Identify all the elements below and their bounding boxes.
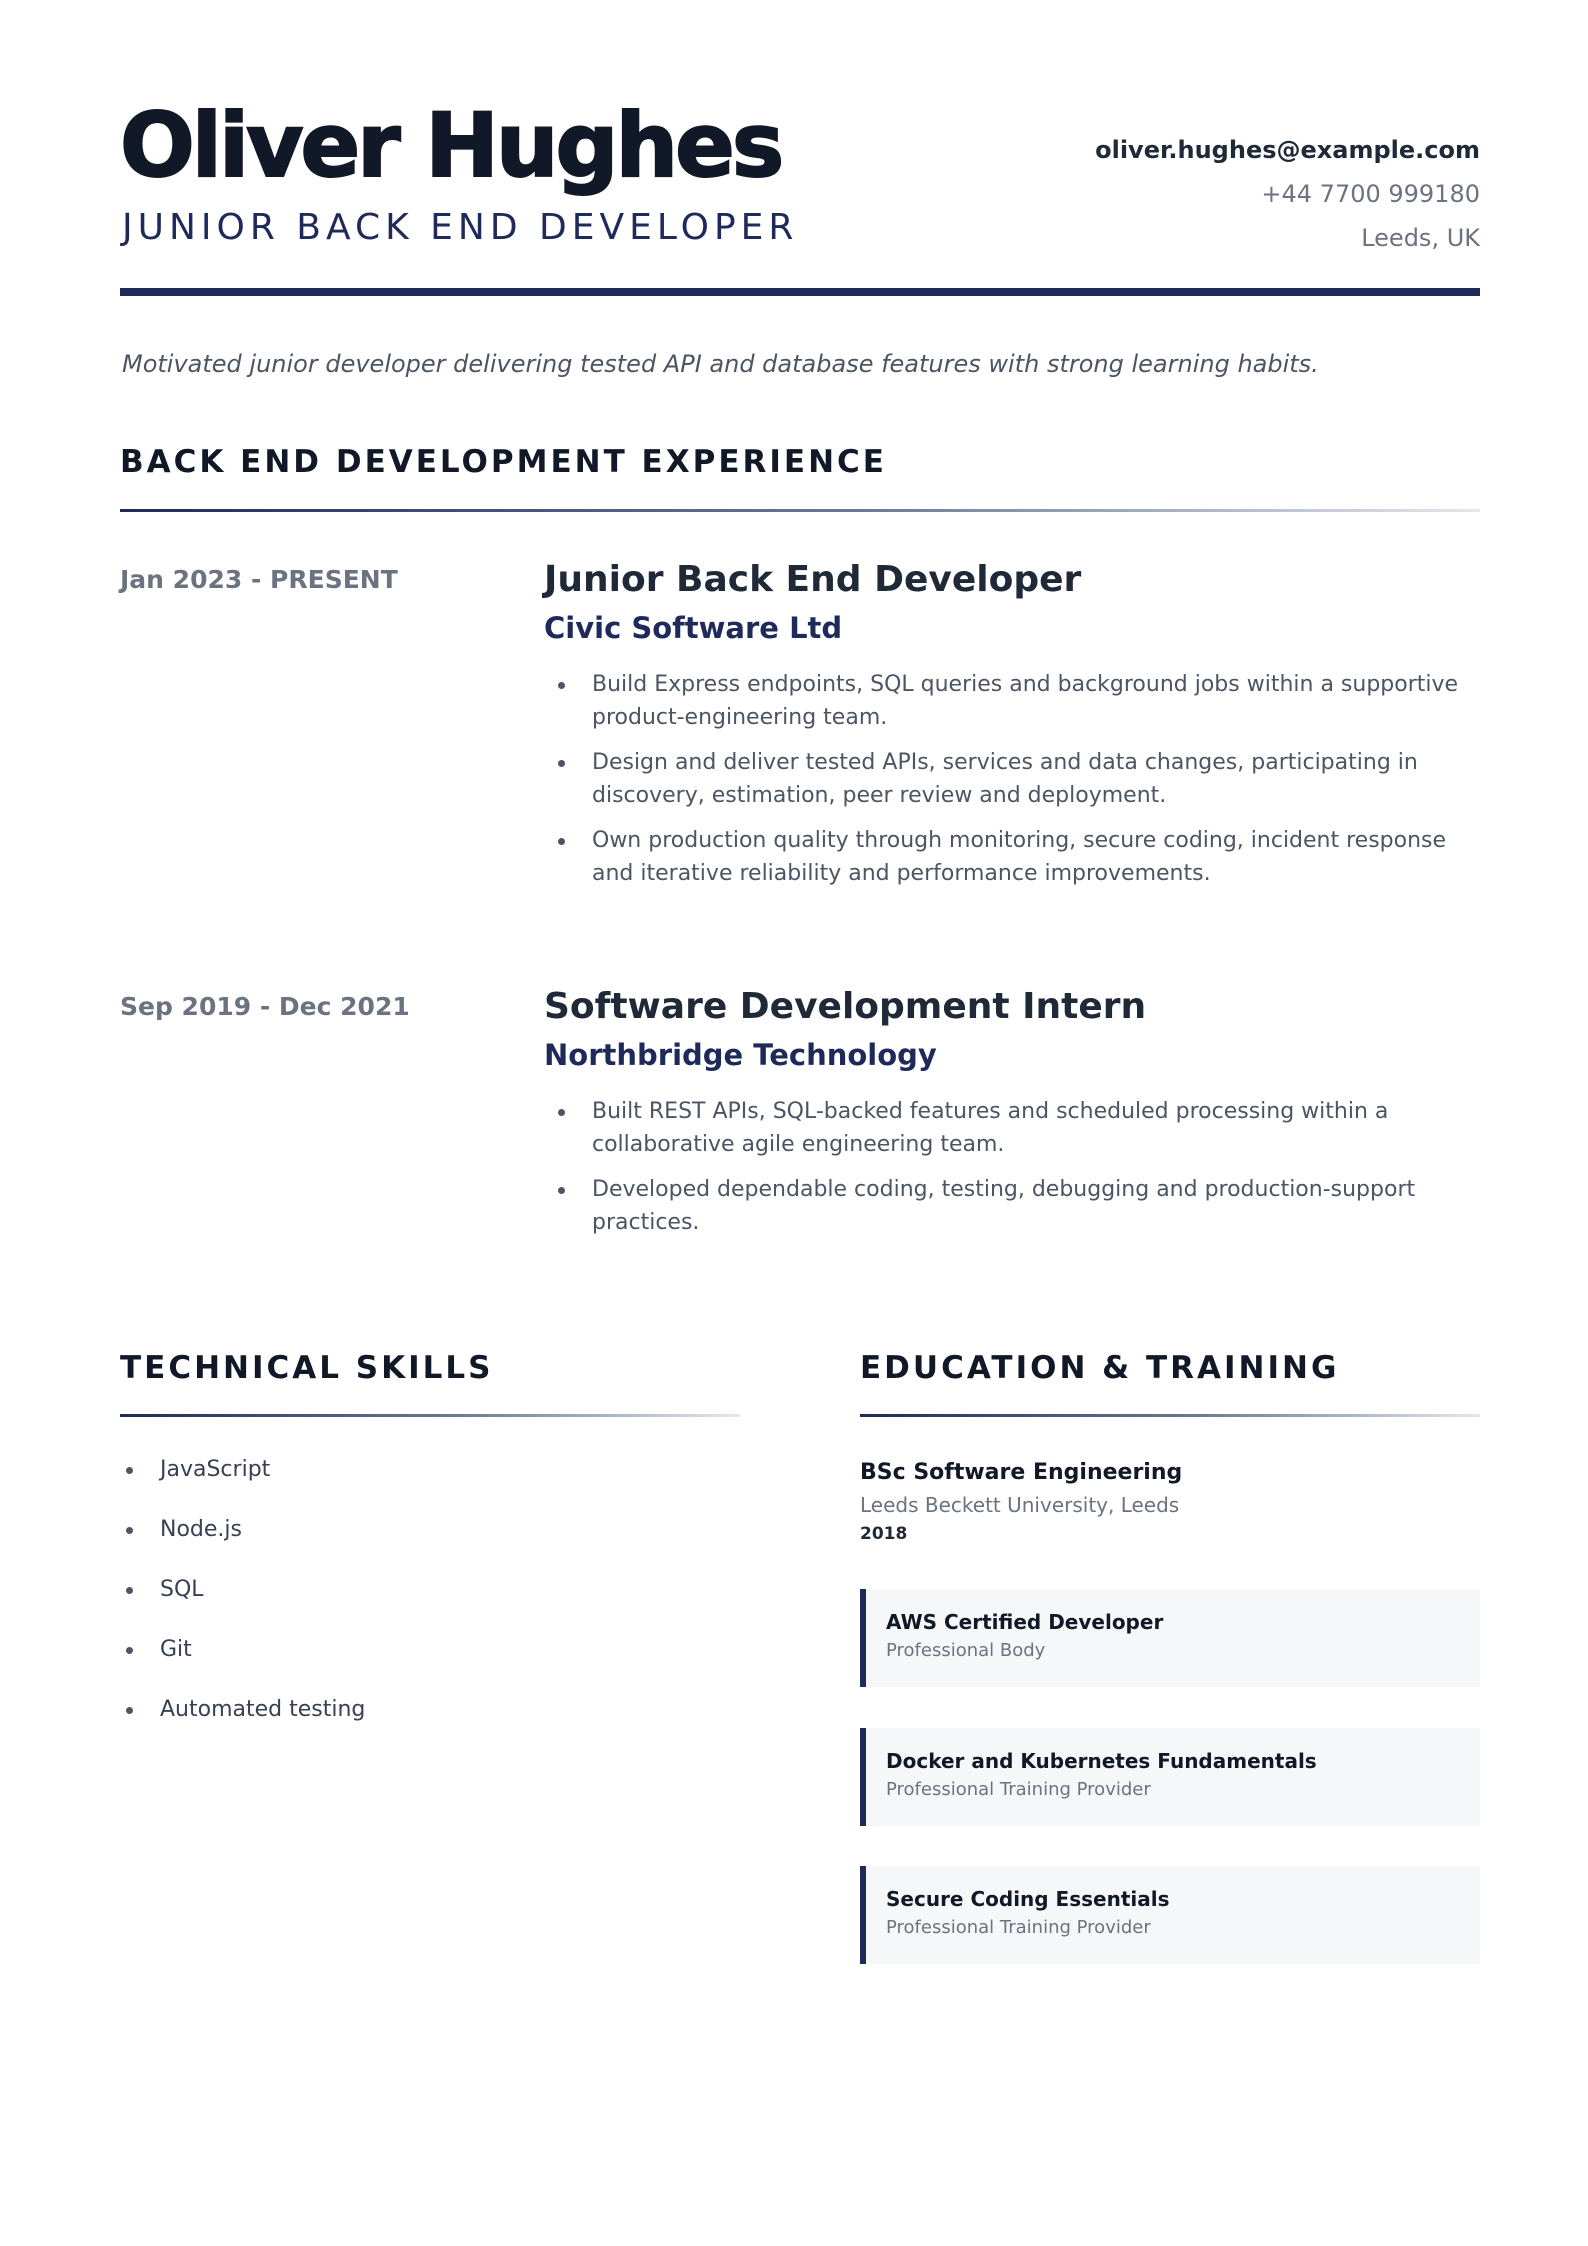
job-role: Junior Back End Developer [544,559,1082,600]
certification-card [860,1589,1480,1687]
job-details [544,983,1480,1251]
job-bullets [544,668,1480,890]
education-heading: EDUCATION & TRAINING [860,1350,1340,1386]
job-bullet: Built REST APIs, SQL-backed features and scheduled processing within a collaborative agile engineering team. [544,1095,1480,1161]
job-bullet: Own production quality through monitoring, secure coding, incident response and iterative reliability and performance improvements. [544,824,1480,890]
job-bullet: Design and deliver tested APIs, services and data changes, participating in discovery, estimation, peer review and deployment. [544,746,1480,812]
graduation-year: 2018 [860,1524,908,1544]
resume-header [120,92,1480,292]
job-bullet: Build Express endpoints, SQL queries and background jobs within a supportive product-engineering team. [544,668,1480,734]
job-bullets [544,1095,1480,1239]
job-company: Civic Software Ltd [544,611,843,645]
candidate-title: JUNIOR BACK END DEVELOPER [122,207,799,248]
education-divider [860,1414,1480,1417]
skills-heading: TECHNICAL SKILLS [120,1350,494,1386]
certification-name: Secure Coding Essentials [886,1887,1170,1911]
experience-divider [120,509,1480,512]
certification-card [860,1866,1480,1964]
school-name: Leeds Beckett University, Leeds [860,1493,1180,1517]
skill-item: SQL [120,1572,365,1608]
job-company: Northbridge Technology [544,1038,937,1072]
experience-heading: BACK END DEVELOPMENT EXPERIENCE [120,444,887,480]
location: Leeds, UK [1361,224,1480,252]
phone-number: +44 7700 999180 [1261,180,1480,208]
certification-provider: Professional Body [886,1640,1046,1661]
certification-card [860,1728,1480,1826]
certification-name: AWS Certified Developer [886,1610,1164,1634]
job-bullet: Developed dependable coding, testing, debugging and production-support practices. [544,1173,1480,1239]
job-details [544,556,1480,902]
job-role: Software Development Intern [544,986,1147,1027]
skills-list [120,1452,365,1752]
degree-name: BSc Software Engineering [860,1460,1183,1485]
skill-item: Automated testing [120,1692,365,1728]
skill-item: Node.js [120,1512,365,1548]
job-dates: Jan 2023 - PRESENT [120,565,398,594]
email-link[interactable]: oliver.hughes@example.com [1095,136,1480,164]
certification-provider: Professional Training Provider [886,1779,1151,1800]
skill-item: Git [120,1632,365,1668]
profile-summary: Motivated junior developer delivering tested API and database features with strong learning habits. [122,350,1319,378]
header-divider [120,288,1480,296]
degree-entry [860,1456,1480,1548]
certification-name: Docker and Kubernetes Fundamentals [886,1749,1317,1773]
skill-item: JavaScript [120,1452,365,1488]
certification-provider: Professional Training Provider [886,1917,1151,1938]
contact-block [1095,128,1480,260]
job-dates: Sep 2019 - Dec 2021 [120,992,410,1021]
candidate-name: Oliver Hughes [120,94,782,197]
skills-divider [120,1414,740,1417]
